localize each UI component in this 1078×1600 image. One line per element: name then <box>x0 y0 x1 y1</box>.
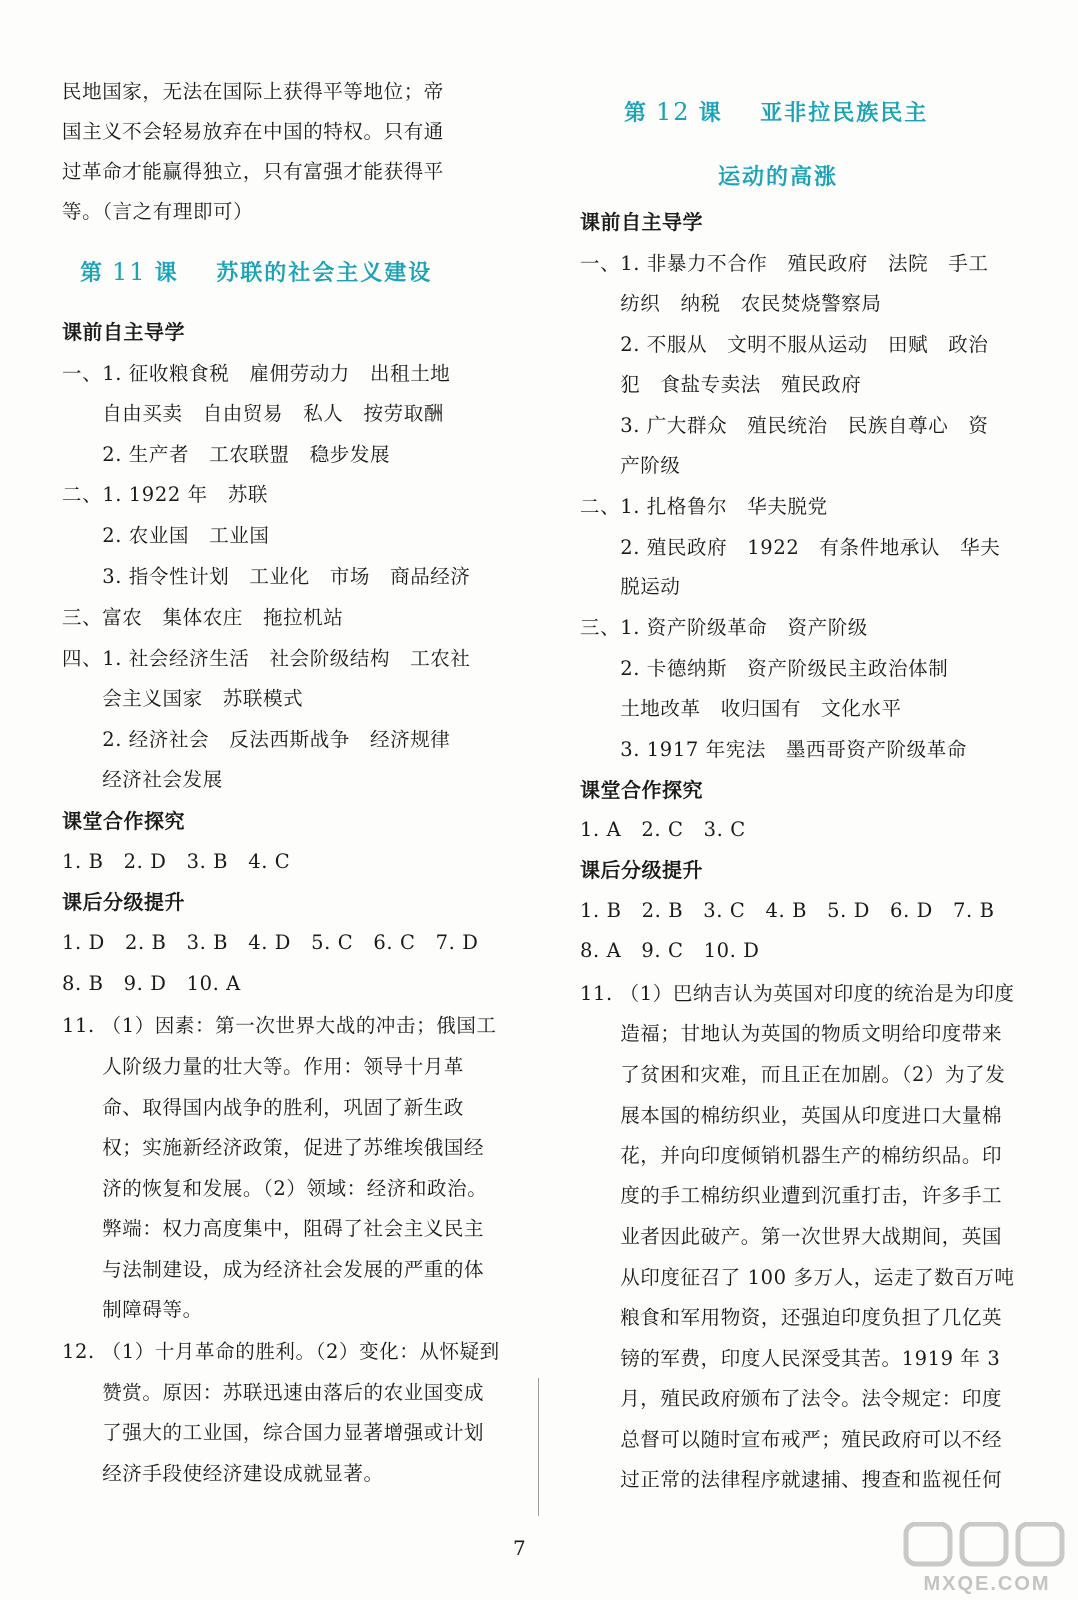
section-preview-heading: 课前自主导学 <box>580 210 703 234</box>
lesson-prefix: 第 <box>624 100 649 126</box>
text-line: 了强大的工业国，综合国力显著增强或计划 <box>62 1421 485 1444</box>
answer-line: 1. A 2. C 3. C <box>580 818 746 841</box>
text-line: 制障碍等。 <box>62 1298 203 1321</box>
section-after-heading: 课后分级提升 <box>580 858 703 882</box>
lesson-title: 亚非拉民族民主 <box>760 100 929 126</box>
text-line: 2. 经济社会 反法西斯战争 经济规律 <box>62 728 451 751</box>
lesson-suffix: 课 <box>154 260 179 286</box>
text-line: 赞赏。原因：苏联迅速由落后的农业国变成 <box>62 1381 485 1404</box>
text-line: 2. 生产者 工农联盟 稳步发展 <box>62 443 391 466</box>
text-line: 粮食和军用物资，还强迫印度负担了几亿英 <box>580 1306 1003 1329</box>
lesson-suffix: 课 <box>698 100 723 126</box>
text-line: 11. （1）巴纳吉认为英国对印度的统治是为印度 <box>580 982 1015 1005</box>
lesson-11-heading <box>80 258 432 287</box>
text-line: 过正常的法律程序就逮捕、搜查和监视任何 <box>580 1468 1003 1491</box>
text-line: 民地国家，无法在国际上获得平等地位；帝 <box>62 80 444 103</box>
text-line: 脱运动 <box>580 575 681 598</box>
text-line: 2. 殖民政府 1922 有条件地承认 华夫 <box>580 536 1001 559</box>
text-line: 了贫困和灾难，而且正在加剧。（2）为了发 <box>580 1063 1006 1086</box>
text-line: 展本国的棉纺织业，英国从印度进口大量棉 <box>580 1104 1003 1127</box>
answer-line: 8. A 9. C 10. D <box>580 939 760 962</box>
lesson-title: 苏联的社会主义建设 <box>216 260 433 286</box>
section-preview-heading: 课前自主导学 <box>62 320 185 344</box>
answer-line: 8. B 9. D 10. A <box>62 972 241 995</box>
text-line: 自由买卖 自由贸易 私人 按劳取酬 <box>62 402 444 425</box>
text-line: 3. 1917 年宪法 墨西哥资产阶级革命 <box>580 738 967 761</box>
watermark-text: MXQE.COM <box>923 1573 1051 1595</box>
text-line: 花，并向印度倾销机器生产的棉纺织品。印 <box>580 1144 1003 1167</box>
answer-line: 1. D 2. B 3. B 4. D 5. C 6. C 7. D <box>62 931 479 954</box>
text-line: 二、1. 扎格鲁尔 华夫脱党 <box>580 495 828 518</box>
text-line: 与法制建设，成为经济社会发展的严重的体 <box>62 1258 485 1281</box>
text-line: 会主义国家 苏联模式 <box>62 687 304 710</box>
text-line: 命、取得国内战争的胜利，巩固了新生政 <box>62 1096 465 1119</box>
section-class-heading: 课堂合作探究 <box>580 778 703 802</box>
text-line: 2. 不服从 文明不服从运动 田赋 政治 <box>580 333 989 356</box>
answer-line: 1. B 2. D 3. B 4. C <box>62 850 291 873</box>
text-line: 三、1. 资产阶级革命 资产阶级 <box>580 616 868 639</box>
text-line: 2. 农业国 工业国 <box>62 524 270 547</box>
column-divider <box>538 1378 539 1516</box>
lesson-number: 11 <box>112 258 147 286</box>
text-line: 月，殖民政府颁布了法令。法令规定：印度 <box>580 1387 1003 1410</box>
text-line: 国主义不会轻易放弃在中国的特权。只有通 <box>62 120 444 143</box>
text-line: 3. 指令性计划 工业化 市场 商品经济 <box>62 565 471 588</box>
text-line: 济的恢复和发展。（2）领域：经济和政治。 <box>62 1177 488 1200</box>
text-line: 三、富农 集体农庄 拖拉机站 <box>62 606 344 629</box>
text-line: 土地改革 收归国有 文化水平 <box>580 697 902 720</box>
text-line: 一、1. 非暴力不合作 殖民政府 法院 手工 <box>580 252 989 275</box>
text-line: 产阶级 <box>580 454 681 477</box>
page-number: 7 <box>513 1536 526 1560</box>
text-line: 犯 食盐专卖法 殖民政府 <box>580 373 862 396</box>
text-line: 业者因此破产。第一次世界大战期间，英国 <box>580 1225 1003 1248</box>
text-line: 镑的军费，印度人民深受其苦。1919 年 3 <box>580 1347 1001 1370</box>
text-line: 造福；甘地认为英国的物质文明给印度带来 <box>580 1022 1003 1045</box>
section-after-heading: 课后分级提升 <box>62 890 185 914</box>
text-line: 12. （1）十月革命的胜利。（2）变化：从怀疑到 <box>62 1340 500 1363</box>
text-line: 2. 卡德纳斯 资产阶级民主政治体制 <box>580 657 949 680</box>
text-line: 总督可以随时宣布戒严；殖民政府可以不经 <box>580 1428 1003 1451</box>
lesson-prefix: 第 <box>80 260 105 286</box>
lesson-12-heading <box>624 98 928 127</box>
text-line: 3. 广大群众 殖民统治 民族自尊心 资 <box>580 414 989 437</box>
text-line: 弊端：权力高度集中，阻碍了社会主义民主 <box>62 1217 485 1240</box>
text-line: 四、1. 社会经济生活 社会阶级结构 工农社 <box>62 647 471 670</box>
lesson-title-line2: 运动的高涨 <box>718 164 839 190</box>
text-line: 经济手段使经济建设成就显著。 <box>62 1462 384 1485</box>
text-line: 过革命才能赢得独立，只有富强才能获得平 <box>62 160 444 183</box>
lesson-number: 12 <box>656 98 691 126</box>
watermark-logo-icon <box>902 1522 1072 1596</box>
text-line: 权；实施新经济政策，促进了苏维埃俄国经 <box>62 1136 485 1159</box>
text-line: 经济社会发展 <box>62 768 223 791</box>
text-line: 一、1. 征收粮食税 雇佣劳动力 出租土地 <box>62 362 451 385</box>
text-line: 等。（言之有理即可） <box>62 200 254 223</box>
text-line: 二、1. 1922 年 苏联 <box>62 483 269 506</box>
section-class-heading: 课堂合作探究 <box>62 809 185 833</box>
text-line: 11. （1）因素：第一次世界大战的冲击；俄国工 <box>62 1014 497 1037</box>
text-line: 度的手工棉纺织业遭到沉重打击，许多手工 <box>580 1184 1003 1207</box>
text-line: 纺织 纳税 农民焚烧警察局 <box>580 292 882 315</box>
text-line: 从印度征召了 100 多万人，运走了数百万吨 <box>580 1266 1015 1289</box>
text-line: 人阶级力量的壮大等。作用：领导十月革 <box>62 1055 465 1078</box>
answer-line: 1. B 2. B 3. C 4. B 5. D 6. D 7. B <box>580 899 995 922</box>
